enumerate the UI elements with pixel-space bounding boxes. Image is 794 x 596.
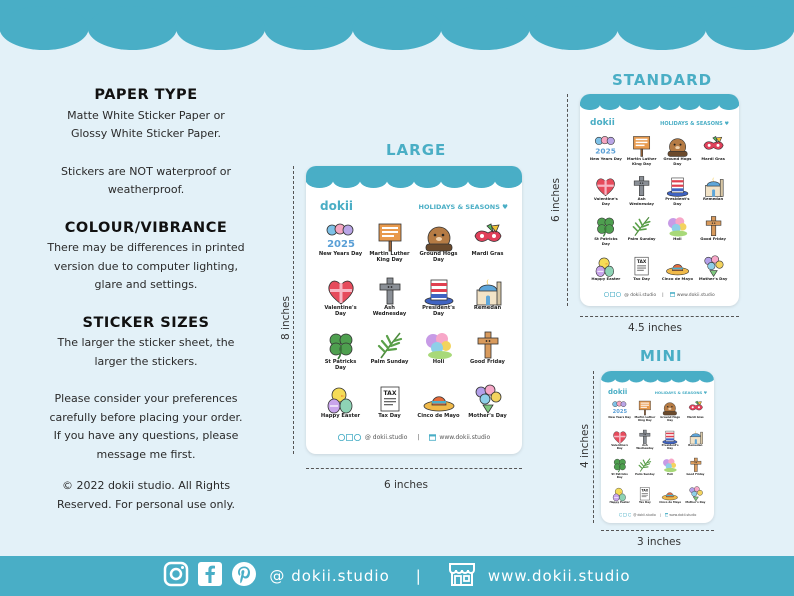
page-footer	[0, 556, 794, 596]
sticker-label: Happy Easter	[609, 500, 630, 505]
sticker-grid	[607, 400, 708, 514]
sticker-label: Happy Easter	[320, 413, 361, 419]
sticker-item	[316, 222, 365, 276]
sticker-item	[660, 255, 696, 295]
copyright-note: © 2022 dokii studio. All Rights	[61, 479, 231, 492]
sheet-scallop-header	[306, 166, 522, 192]
sheet-footer-separator: |	[662, 292, 664, 298]
pinterest-icon[interactable]	[231, 561, 257, 591]
sheet-footer-separator: |	[417, 434, 420, 441]
shop-icon[interactable]	[448, 561, 476, 591]
sticker-label: Ground Hogs Day	[419, 251, 458, 263]
standard-height-label: 6 inches	[550, 178, 562, 222]
standard-width-label: 4.5 inches	[628, 322, 682, 334]
footer-handle[interactable]: @ dokii.studio	[269, 567, 390, 585]
sticker-label: President's Day	[422, 305, 455, 317]
sticker-label: Palm Sunday	[635, 471, 655, 476]
sheet-footer	[580, 292, 739, 298]
mask-icon	[701, 135, 726, 157]
facebook-icon[interactable]	[197, 561, 223, 591]
standard-height-line	[567, 94, 568, 306]
sticker-label: Mardi Gras	[687, 414, 704, 419]
sticker-label: Cinco de Mayo	[661, 276, 693, 282]
sombrero-icon	[665, 255, 690, 277]
color-powder-icon	[661, 457, 679, 473]
footer-separator: |	[415, 567, 422, 585]
sticker-label: Mother's Day	[468, 413, 507, 419]
sticker-label: Valentine's Day	[611, 443, 629, 451]
sheet-title: HOLIDAYS & SEASONS ♥	[660, 121, 729, 127]
sticker-item	[588, 255, 624, 295]
sticker-label: Tax Day	[378, 413, 401, 419]
sticker-item	[695, 175, 731, 215]
sticker-grid	[316, 222, 512, 438]
sticker-label: Remedan	[703, 196, 724, 202]
sheet-footer-handle: @ dokii.studio	[364, 434, 408, 441]
large-width-label: 6 inches	[384, 479, 428, 491]
sticker-label: Happy Easter	[591, 276, 621, 282]
paper-type-line: Glossy White Sticker Paper.	[70, 127, 222, 140]
sticker-label: St Patricks Day	[324, 359, 357, 371]
sticker-grid	[588, 135, 731, 295]
sheet-footer-website: www.dokii.studio	[439, 434, 491, 441]
paper-type-heading: PAPER TYPE	[94, 87, 198, 103]
flower-bouquet-icon	[701, 255, 726, 277]
palm-leaf-icon	[629, 215, 654, 237]
sticker-item	[463, 330, 512, 384]
large-height-line	[293, 166, 294, 454]
sticker-label: Palm Sunday	[627, 236, 656, 242]
sizes-note: The larger the sticker sheet, the	[57, 336, 235, 349]
consider-note: Please consider your preferences	[54, 392, 238, 405]
social-icons	[604, 292, 622, 298]
sheet-footer-separator: |	[659, 513, 661, 517]
svg-text:2025: 2025	[326, 239, 355, 250]
sticker-item	[365, 384, 414, 438]
sticker-item	[316, 330, 365, 384]
standard-size-title: STANDARD	[612, 71, 713, 89]
sheet-brand-logo: dokii	[320, 199, 354, 213]
sticker-item	[660, 175, 696, 215]
sticker-label: Good Friday	[686, 471, 705, 476]
sheet-footer	[601, 513, 714, 517]
sizes-note: larger the stickers.	[94, 354, 198, 368]
mask-icon	[687, 400, 705, 416]
sticker-item	[658, 457, 683, 486]
heart-gift-icon	[324, 276, 358, 306]
mosque-icon	[471, 276, 505, 306]
sticker-item	[624, 255, 660, 295]
sticker-label: Tax Day	[639, 500, 651, 505]
colour-vibrance-heading: COLOUR/VIBRANCE	[64, 219, 228, 236]
mini-sticker-sheet	[601, 371, 714, 523]
sticker-item	[683, 429, 708, 458]
2025-balloons-icon	[593, 135, 618, 157]
uncle-sam-hat-icon	[422, 276, 456, 306]
consider-note: carefully before placing your order.	[49, 410, 243, 424]
grey-cross-icon	[629, 175, 654, 197]
sticker-label: Ash Wednesday	[636, 443, 654, 451]
groundhog-icon	[665, 135, 690, 157]
dream-sign-icon	[629, 135, 654, 157]
sticker-item	[365, 330, 414, 384]
social-icons	[619, 513, 633, 517]
consider-note: message me first.	[96, 447, 196, 461]
sticker-item	[607, 457, 632, 486]
mini-size-title: MINI	[640, 347, 683, 365]
sticker-item	[365, 222, 414, 276]
heart-gift-icon	[611, 429, 629, 445]
svg-text:2025: 2025	[612, 408, 627, 415]
mask-icon	[471, 222, 505, 252]
colour-note: glare and settings.	[94, 278, 198, 291]
sticker-label: Martin Luther King Day	[369, 251, 410, 263]
shop-icon	[429, 434, 436, 441]
svg-text:TAX: TAX	[383, 390, 396, 397]
flower-bouquet-icon	[471, 384, 505, 414]
sticker-label: Holi	[432, 359, 445, 365]
waterproof-note: weatherproof.	[107, 183, 185, 196]
large-height-label: 8 inches	[280, 296, 292, 340]
sticker-item	[607, 429, 632, 458]
clover-icon	[611, 457, 629, 473]
sticker-label: President's Day	[665, 196, 690, 206]
sticker-label: Mardi Gras	[701, 156, 725, 162]
shop-icon	[665, 513, 669, 517]
sticker-label: President's Day	[661, 443, 679, 451]
sticker-label: Ground Hogs Day	[660, 414, 680, 422]
wood-cross-icon	[701, 215, 726, 237]
groundhog-icon	[661, 400, 679, 416]
color-powder-icon	[422, 330, 456, 360]
sticker-item	[624, 175, 660, 215]
sticker-item	[683, 486, 708, 515]
colour-note: There may be differences in printed	[47, 241, 245, 254]
sticker-item	[695, 255, 731, 295]
large-size-title: LARGE	[386, 141, 447, 159]
color-powder-icon	[665, 215, 690, 237]
waterproof-note: Stickers are NOT waterproof or	[61, 164, 231, 178]
large-sticker-sheet	[306, 166, 522, 454]
footer-website[interactable]: www.dokii.studio	[487, 567, 631, 585]
sticker-label: New Years Day	[318, 251, 363, 257]
palm-leaf-icon	[636, 457, 654, 473]
svg-text:2025: 2025	[595, 146, 617, 156]
sticker-label: Martin Luther King Day	[626, 156, 657, 166]
paper-type-line: Matte White Sticker Paper or	[67, 108, 225, 122]
sticker-label: Cinco de Mayo	[659, 500, 682, 505]
standard-sticker-sheet	[580, 94, 739, 306]
sticker-item	[695, 215, 731, 255]
sheet-scallop-header	[601, 371, 714, 385]
sticker-item	[632, 457, 657, 486]
sticker-label: Mardi Gras	[471, 251, 504, 257]
sticker-label: Ash Wednesday	[372, 305, 407, 317]
svg-text:TAX: TAX	[636, 260, 647, 266]
2025-balloons-icon	[324, 222, 358, 252]
sticker-label: Ash Wednesday	[629, 196, 654, 206]
sticker-item	[365, 276, 414, 330]
sticker-label: Valentine's Day	[593, 196, 618, 206]
svg-text:TAX: TAX	[641, 488, 649, 493]
mosque-icon	[701, 175, 726, 197]
chick-eggs-icon	[593, 255, 618, 277]
sticker-item	[683, 457, 708, 486]
sticker-sizes-heading: STICKER SIZES	[82, 314, 210, 331]
sticker-item	[660, 135, 696, 175]
sticker-item	[660, 215, 696, 255]
sticker-label: New Years Day	[589, 156, 622, 162]
tax-form-icon	[373, 384, 407, 414]
mini-width-label: 3 inches	[637, 536, 681, 548]
mini-height-label: 4 inches	[579, 424, 591, 468]
shop-icon	[670, 292, 675, 298]
instagram-icon[interactable]	[163, 561, 189, 591]
tax-form-icon	[629, 255, 654, 277]
sticker-item	[683, 400, 708, 429]
sticker-item	[463, 384, 512, 438]
2025-balloons-icon	[611, 400, 629, 416]
dream-sign-icon	[636, 400, 654, 416]
sticker-label: Valentine's Day	[324, 305, 357, 317]
sticker-item	[414, 222, 463, 276]
sheet-footer-website: www.dokii.studio	[669, 513, 697, 517]
sticker-item	[607, 400, 632, 429]
sticker-item	[316, 384, 365, 438]
sticker-item	[414, 276, 463, 330]
sticker-label: Martin Luther King Day	[634, 414, 656, 422]
sheet-brand-logo: dokii	[608, 388, 628, 396]
wood-cross-icon	[471, 330, 505, 360]
uncle-sam-hat-icon	[661, 429, 679, 445]
scalloped-header-banner	[0, 0, 794, 60]
social-icons	[338, 434, 362, 441]
sticker-item	[316, 276, 365, 330]
sticker-item	[588, 175, 624, 215]
sticker-label: St Patricks Day	[611, 471, 628, 479]
clover-icon	[593, 215, 618, 237]
sticker-item	[607, 486, 632, 515]
sticker-item	[624, 215, 660, 255]
sticker-item	[658, 486, 683, 515]
colour-note: version due to computer lighting,	[54, 259, 238, 273]
grey-cross-icon	[373, 276, 407, 306]
sticker-label: St Patricks Day	[594, 236, 618, 246]
heart-gift-icon	[593, 175, 618, 197]
sticker-label: Mother's Day	[698, 276, 728, 282]
sombrero-icon	[422, 384, 456, 414]
sticker-item	[658, 400, 683, 429]
sticker-label: Cinco de Mayo	[417, 413, 460, 419]
sticker-label: Tax Day	[633, 276, 650, 282]
sticker-label: Palm Sunday	[370, 359, 409, 365]
sheet-title: HOLIDAYS & SEASONS ♥	[418, 203, 508, 211]
sticker-item	[624, 135, 660, 175]
sticker-label: Good Friday	[470, 359, 505, 365]
sticker-label: New Years Day	[608, 414, 631, 419]
sticker-label: Good Friday	[700, 236, 726, 242]
sticker-label: Remedan	[688, 443, 703, 448]
sheet-brand-logo: dokii	[590, 118, 615, 128]
sticker-label: Remedan	[473, 305, 502, 311]
grey-cross-icon	[636, 429, 654, 445]
sticker-item	[695, 135, 731, 175]
sheet-footer-handle: @ dokii.studio	[624, 292, 657, 298]
sticker-label: Mother's Day	[685, 500, 706, 505]
sheet-scallop-header	[580, 94, 739, 113]
uncle-sam-hat-icon	[665, 175, 690, 197]
sticker-item	[463, 276, 512, 330]
palm-leaf-icon	[373, 330, 407, 360]
sticker-item	[658, 429, 683, 458]
sticker-item	[463, 222, 512, 276]
dream-sign-icon	[373, 222, 407, 252]
sticker-item	[414, 330, 463, 384]
sticker-item	[632, 429, 657, 458]
wood-cross-icon	[687, 457, 705, 473]
sheet-footer-handle: @ dokii.studio	[633, 513, 656, 517]
sticker-item	[632, 400, 657, 429]
sticker-item	[588, 135, 624, 175]
mini-width-line	[601, 530, 714, 531]
clover-icon	[324, 330, 358, 360]
sticker-item	[414, 384, 463, 438]
copyright-note: Reserved. For personal use only.	[56, 497, 236, 511]
chick-eggs-icon	[324, 384, 358, 414]
large-width-line	[306, 468, 522, 469]
sticker-label: Holi	[667, 471, 674, 476]
info-panel	[40, 86, 252, 514]
standard-width-line	[580, 316, 739, 317]
mini-height-line	[593, 371, 594, 523]
sticker-label: Holi	[673, 236, 682, 242]
groundhog-icon	[422, 222, 456, 252]
sheet-footer-website: www.dokii.studio	[676, 292, 715, 298]
consider-note: If you have any questions, please	[53, 429, 239, 442]
sheet-title: HOLIDAYS & SEASONS ♥	[654, 390, 707, 395]
sticker-item	[588, 215, 624, 255]
sticker-item	[632, 486, 657, 515]
sticker-label: Ground Hogs Day	[663, 156, 692, 166]
sheet-footer	[306, 434, 522, 441]
